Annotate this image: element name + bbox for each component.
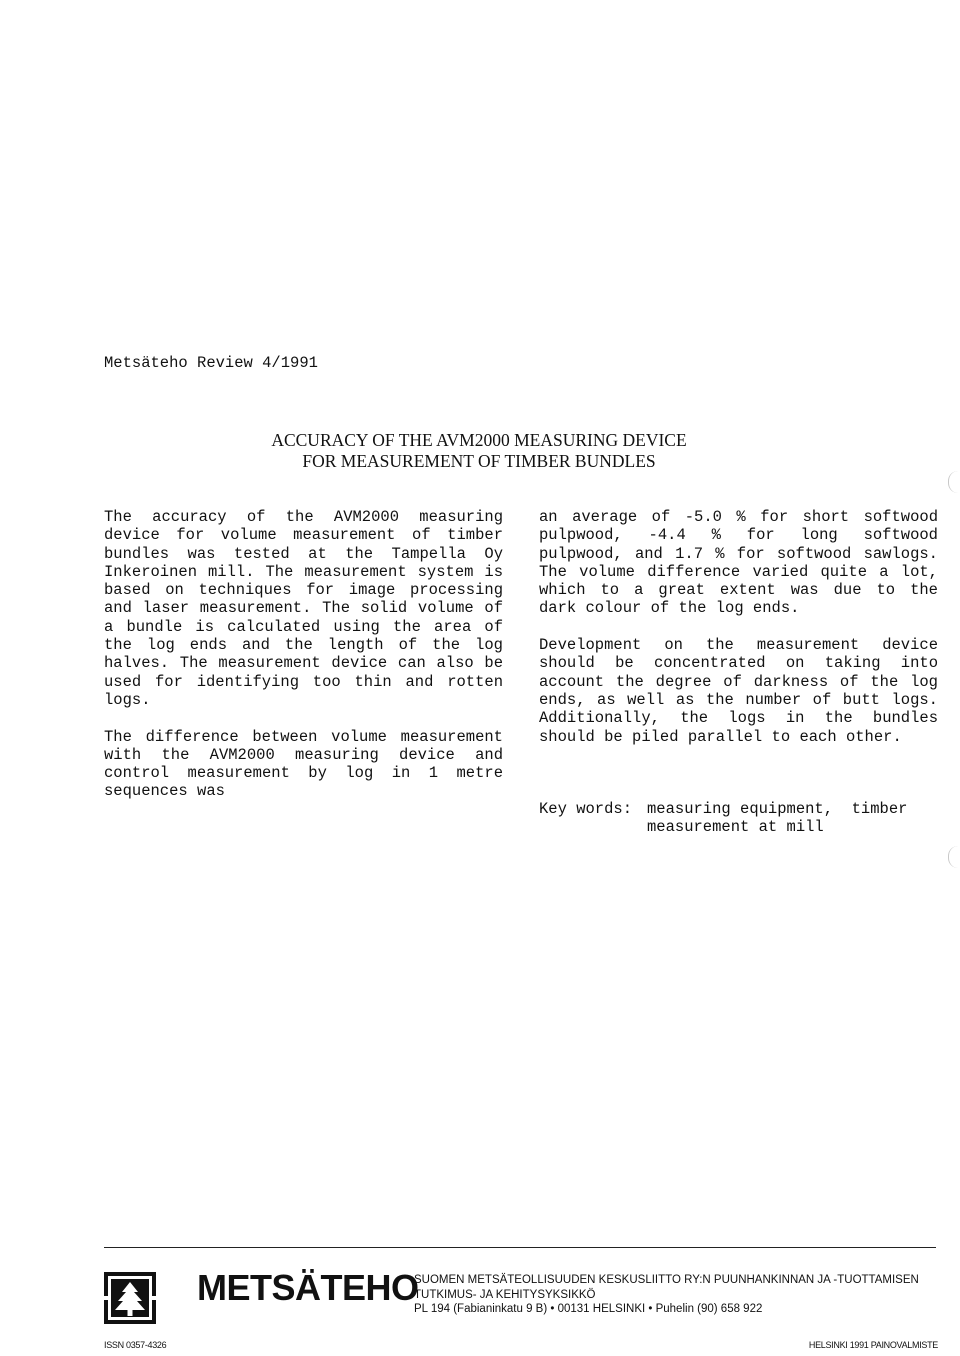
scan-edge-mark [948, 846, 959, 868]
paragraph: an average of -5.0 % for short softwood pulpwood, -4.4 % for long softwood pulpwood, and 1.7 % for softwood sawlogs. The volume difference varied quite a lot, which to a great extent was due to the dark colour of the log ends. [539, 508, 938, 618]
scan-edge-mark [948, 471, 959, 493]
paragraph: The difference between volume measurement with the AVM2000 measuring device and control measurement by log in 1 metre sequences was [104, 727, 503, 801]
left-column [104, 508, 503, 819]
paragraph: The accuracy of the AVM2000 measuring device for volume measurement of timber bundles was tested at the Tampella Oy Inkeroinen mill. The measurement system is based on techniques for image processing and laser measurement. The solid volume of a bundle is calculated using the area of the log ends and the length of the log halves. The measurement device can also be used for identifying too thin and rotten logs. [104, 508, 503, 709]
printer-imprint: HELSINKI 1991 PAINOVALMISTE [808, 1340, 938, 1350]
org-line-2: TUTKIMUS- JA KEHITYSYKSIKKÖ [414, 1288, 596, 1301]
issn-number: ISSN 0357-4326 [104, 1340, 167, 1350]
brand-wordmark: METSÄTEHO [197, 1267, 419, 1308]
keywords-label: Key words: [539, 800, 633, 818]
title-line-2: FOR MEASUREMENT OF TIMBER BUNDLES [302, 451, 656, 471]
footer-divider [104, 1247, 936, 1248]
right-column [539, 508, 938, 764]
org-line-1: SUOMEN METSÄTEOLLISUUDEN KESKUSLIITTO RY:N PUUNHANKINNAN JA -TUOTTAMISEN [414, 1274, 919, 1286]
keywords-line-2: measurement at mill [647, 818, 824, 837]
series-header: Metsäteho Review 4/1991 [104, 354, 318, 372]
title-line-1: ACCURACY OF THE AVM2000 MEASURING DEVICE [271, 430, 687, 450]
org-address: PL 194 (Fabianinkatu 9 B) • 00131 HELSINKI • Puhelin (90) 658 922 [414, 1303, 763, 1315]
keywords-line-1: measuring equipment, timber [647, 800, 908, 818]
organization-info [414, 1273, 919, 1317]
paragraph: Development on the measurement device should be concentrated on taking into account the degree of darkness of the log ends, as well as the number of butt logs. Additionally, the logs in the bundles should be piled parallel to each other. [539, 636, 938, 746]
keywords-value [647, 800, 907, 837]
document-title [104, 430, 854, 472]
metsateho-logo-icon [104, 1272, 156, 1324]
